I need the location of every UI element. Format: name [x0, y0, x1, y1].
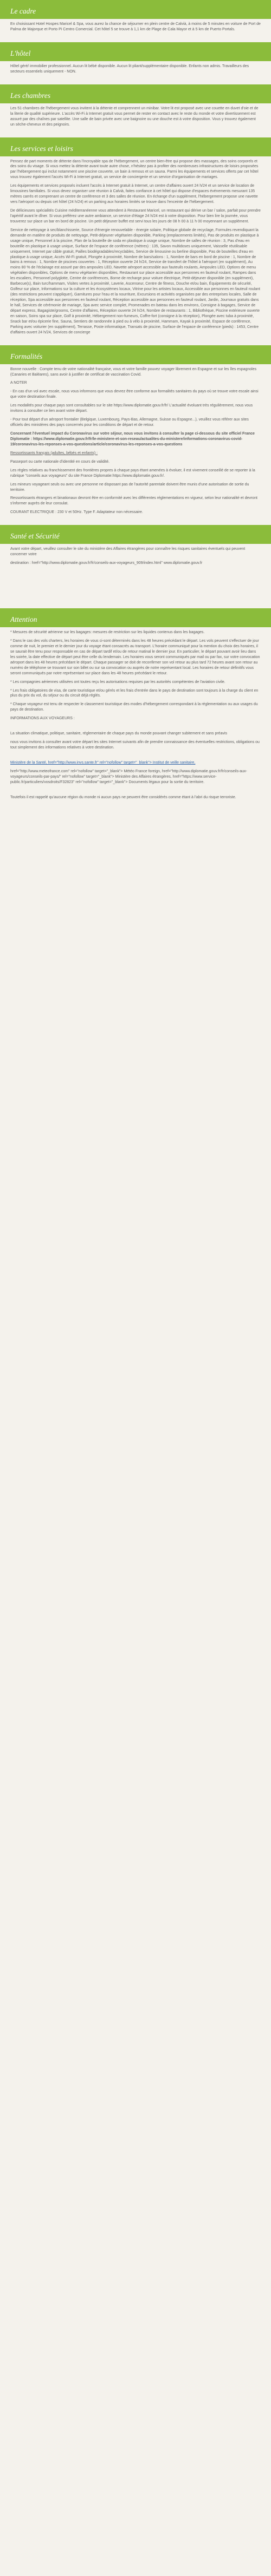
paragraph: Passeport ou carte nationale d'identité en cours de validité.: [10, 459, 110, 464]
paragraph: De délicieuses spécialités Cuisine méditerranéenne vous attendent à Restaurant Maricel, un restaurant qui dérive un bar / salon, parfait pour prendre l'apéritif avant le dîner. Si vous préférez une autre ambiance, un service d'étage 24 h/24 est à votre disposition. Pour bien lire la journée, vous trouverez sur place un bar en bord de piscine. Un petit déjeuner buffet est servi tous les jours de 08 h 00 à 11 h 00 moyennant un supplément.: [10, 209, 261, 224]
section-body-formalites: [0, 364, 271, 525]
paragraph: A NOTER: [10, 381, 27, 385]
spacer: [10, 754, 261, 760]
paragraph: Service de nettoyage à sec/blanchisserie, Source d'énergie renouvelable - énergie solaire, Politique globale de recyclage, Formules revendiquant la demande en matière de produits de nettoyage, Petit-déjeuner végétarien disponible, Parking (emplacements limités), Pas de produits en plastique à usage unique, Personnel à la piscine, Plan de la bouteille de soda en plastique à usage unique, Nombre de salles de réunion : 3, Pas d'eau en bouteille en plastique à usage unique, Surface de l'espace de conférence (mètres) : 135, Savon multidoses uniquement, Vaisselle réutilisable uniquement, Internet par câble gratuit, Pailles biodégradables/recyclables, Service de limousine ou berline disponible, Pas de bouteilles d'eau en plastique à usage unique, Accès Wi-Fi gratuit, Plongée à proximité, Nombre de bars/salons : 1, Nombre de bars en bord de piscine : 1, Nombre de bains à remous : 1, Nombre de piscines couvertes : 1, Réception ouverte 24 h/24, Service de transfert de l'hôtel à l'aéroport (en supplément), Au moins 80 % de l'éclairage est assuré par des ampoules LED, Navette aéroport accessible aux fauteuils roulants, Ampoules LED, Options de menu végétalien disponibles, Options de menu végétarien disponibles, Restaurant sur place accessible aux personnes en fauteuil roulant, Rampes dans les escaliers, Personnel polyglotte, Centre de conférences, Borne de recharge pour voiture électrique, Petit-déjeuner disponible (en supplément), Barbecue(s), Bain turc/hammam, Visites vertes à proximité, Laverie, Ascenseur, Centre de fitness, Douche et/ou bain, Équipements de sécurité, Golfeur sur place, Informations sur la culture et les écosystèmes locaux, Vitrine pour les artistes locaux, Accessible aux personnes en fauteuil roulant (des restrictions peuvent s'appliquer), Garnitures pour l'eau et la nourriture, Excursions et activités organisées par des entreprises locales, Salle de réception, Spa accessible aux personnes en fauteuil roulant, Réception accessible aux personnes en fauteuil roulant, Jardin, Journaux gratuits dans le hall, Services de cérémonie de mariage, Spa avec service complet, Promenades en bateau dans les environs, Consigne à bagages, Service de départ express, Bagagiste/grooms, Centre d'affaires, Réception ouverte 24 h/24, Nombre de restaurants : 1, Bibliothèque, Piscine extérieure ouverte en saison, Soins spa sur place, Golf à proximité, Hébergement non-fumeurs, Coffre-fort (consigne à la réception), Plongée avec tuba à proximité, Snack bar et/ou épicerie fine, Sauna, Sentiers de randonnée à pied ou à vélo à proximité, Hammam, Kayak à proximité, Espace de conférence, Parking avec voiturier (en supplément), Terrasse, Poste informatique, Transats de piscine, Surface de l'espace de conférence (pieds) : 1453, Centre d'affaires ouvert 24 h/24, Services de concierge: [10, 228, 260, 334]
paragraph: COURANT ELECTRIQUE : 230 V et 50Hz. Type F. Adaptateur non nécessaire.: [10, 510, 143, 515]
section-body-attention: [0, 627, 271, 810]
section-title: Les services et loisirs: [10, 144, 73, 153]
section-body-hotel: [0, 61, 271, 84]
paragraph: * Les frais obligatoires de visa, de carte touristique et/ou gérés et les frais d'entrée dans le pays de destination sont toujours à la charge du client en plus du prix du vol, du séjour ou du circuit déjà réglés.: [10, 688, 259, 698]
paragraph: * Dans le cas des vols charters, les horaires de vous ci-sont déterminés dans les 48 heures précédant le départ. Les vols peuvent s'effectuer de jour comme de nuit, le premier et le dernier jour du voyage étant consacrés au transport. L'horaire communiqué pour la mention du choix des horaires, il se saurait être tenu pour responsable en cas de départ tardif et/ou de retour matinal le dernier jour. En particulier, le départ pouvant avoir lieu dans les soirée, la date effective de départ peut être celle du lendemain. Les horaires vous seront communiqués par mail ou par fax, sur votre convocation aéroport dans les 48 heures précédant le départ. Chaque passager se doit de reconfirmer son vol retour au plus tard 72 heures avant son retour au numéro de téléphone se trouvant sur son billet ou sur sa convocation ou auprès de notre représentant local. Les horaires de retour définitifs vous seront communiqués par notre représentant sur place dans les 48 heures précédant le retour.: [10, 639, 260, 675]
spacer: [10, 725, 261, 731]
paragraph: Hôtel géré/ immobilier professionnel. Aucun lit bébé disponible. Aucun lit pliant/supplémentaire disponible. Enfants non admis. Travailleurs des secteurs essentiels uniquement - NON.: [10, 64, 249, 74]
paragraph: La situation climatique, politique, sanitaire, réglementaire de chaque pays du monde pouvant changer subitement et sans préavis: [10, 732, 228, 736]
section-title: Les chambres: [10, 91, 51, 100]
paragraph: INFORMATIONS AUX VOYAGEURS :: [10, 717, 75, 721]
spacer: [0, 576, 271, 608]
section-title: Santé et Sécurité: [10, 532, 60, 541]
section-header-sante: [0, 525, 271, 544]
paragraph: * Les compagnies aériennes utilisées ont toutes reçu les autorisations requises par les autorités compétentes de l'aviation civile.: [10, 680, 225, 684]
section-header-chambres: [0, 84, 271, 103]
section-title: Le cadre: [10, 7, 36, 15]
paragraph: Bonne nouvelle : Compte tenu de votre nationalité française, vous et votre famille pouvez voyager librement en Espagne et sur les îles espagnoles (Canaries et Baléares), sans avoir à justifier de certificat de vaccination Covid.: [10, 367, 257, 377]
paragraph: - Pour tout départ d'un aéroport frontalier (Belgique, Luxembourg, Pays-Bas, Allemagne, Suisse ou Espagne...), veuillez vous référer aux sites officiels des ministères des pays concernés pour les conditions de départ et de retour.: [10, 418, 249, 428]
paragraph: * Chaque voyageur est tenu de respecter le classement touristique des modes d'hébergement correspondant à la réglementation ou aux usages du pays de destination.: [10, 702, 258, 712]
paragraph: Pensez de part moments de détente dans l'incroyable spa de l'hébergement, un centre bien-être qui propose des massages, des soins corporels et des soins du visage. Si vous mettez la détente avant toute autre chose, n'hésitez pas à profiter des nombreuses infrastructures de loisirs proposées par l'hébergement qui inclut notamment une piscine couverte, un bain à remous et un sauna. Parmi les équipements et services offerts par cet hôtel vous trouvez également l'accès Wi-Fi à Internet gratuit, un service de conciergerie et un service d'organisation de mariages.: [10, 159, 259, 180]
paragraph: Les 51 chambres de l'hébergement vous invitent à la détente et comprennent un minibar. Votre lit est proposé avec une couette en duvet d'oie et de la literie de qualité supérieure. L'accès Wi-Fi à Internet gratuit vous permet de rester en contact avec le reste du monde et votre divertissement est assuré par des chaînes par satellite. Une salle de bain privée avec une baignoire ou une douche est à votre disposition. Vous y trouvez également un sèche-cheveux et des peignoirs.: [10, 106, 259, 127]
section-title: L'hôtel: [10, 49, 31, 57]
section-header-attention: [0, 608, 271, 627]
section-header-hotel: [0, 42, 271, 61]
paragraph: Les équipements et services proposés incluent l'accès à Internet gratuit à Internet, un centre d'affaires ouvert 24 h/24 et un service de location de limousines familiales. Si vous devez organiser une réunion à Calvià, faites confiance à cet hôtel qui dispose d'espaces événements mesurant 135 mètres carrés et comprenant un centre de conférence et 3 des salles de réunion. En échange d'un supplément, l'hébergement propose une navette vers l'aéroport ou depuis cet hôtel (24 h/24) et un parking aux horaires limités se trouve dans l'enceinte de l'hébergement.: [10, 184, 258, 205]
paragraph: destination : href="http://www.diplomatie.gouv.fr/fr/conseils-aux-voyageurs_909/index.html" www.diplomatie.gouv.fr: [10, 561, 203, 566]
paragraph: Toutefois il est rappelé qu'aucune région du monde ni aucun pays ne peuvent être considérés comme étant à l'abri du risque terroriste.: [10, 795, 236, 799]
spacer: [10, 788, 261, 795]
section-body-chambres: [0, 103, 271, 137]
paragraph: href="http://www.meteofrance.com" rel="nofollow" target="_blank"> Météo France foreign, href="http://www.diplomatie.gouv.fr/fr/conseils-aux-voyageurs/conseils-par-pays/" rel="nofollow" target="_blank"> Ministère des Affaires étrangères, href="https://www.service-public.fr/particuliers/vosdroits/F32823" rel="nofollow" target="_blank"> Documents légaux pour la sortie du territoire.: [10, 769, 247, 784]
section-body-sante: [0, 544, 271, 576]
section-title: Attention: [10, 615, 37, 624]
paragraph: Ressortissants étrangers et binationaux devront être en conformité avec les différentes réglementations en vigueur, selon leur nationalité et devront s'informer auprès de leur consulat.: [10, 496, 257, 506]
section-body-services: [0, 156, 271, 345]
paragraph: En choisissant Hotel Hospes Maricel & Spa, vous aurez la chance de séjourner en plein centre de Calvià, à moins de 5 minutes en voiture de Port de Palma de Majorque et Porto Pi Centro Comercial. Cet hôtel 5 se trouve à 1,1 km de Plage de Cala Mayor et à 5 km de Puerto Portals.: [10, 22, 261, 31]
paragraph: Les modalités pour chaque pays sont consultables sur le site https://www.diplomatie.gouv.fr/fr/ L'actualité évoluant très régulièrement, nous vous invitons à consulter ce lien avant votre départ.: [10, 404, 253, 413]
paragraph: nous vous invitons à consulter avant votre départ les sites Internet suivants afin de prendre connaissance des éventuelles restrictions, obligations ou tout simplement des informations relatives à votre destination.: [10, 740, 260, 750]
paragraph: * Mesures de sécurité aérienne sur les bagages: mesures de restriction sur les liquides contenus dans les bagages.: [10, 630, 205, 635]
section-title: Formalités: [10, 352, 43, 360]
section-header-services: [0, 137, 271, 156]
paragraph: - En cas d'un vol avec escale, nous vous informons que vous devrez être conforme aux formalités sanitaires du pays où se trouve votre escale ainsi que votre destination finale.: [10, 390, 259, 399]
paragraph-bold: Concernant l'éventuel impact du Coronavirus sur votre séjour, nous vous invitons à consulter la page ci-dessous du site officiel France Diplomatie : https://www.diplomatie.gouv.fr/fr/le-ministere-et-son-reseau/actualites-du-ministere/informations-coronavirus-covid-19/coronavirus-les-reponses-a-vos-questions/article/coronavirus-les-reponses-a-vos-questions: [10, 432, 255, 446]
paragraph: Avant votre départ, veuillez consulter le site du ministère des Affaires étrangères pour connaître les risques sanitaires éventuels qui peuvent concerner votre: [10, 547, 246, 557]
link-paragraph[interactable]: Ministère de la Santé, href="http://www.invs.sante.fr" rel="nofollow" target="_blank"> Institut de veille sanitaire,: [10, 761, 196, 765]
paragraph: Les règles relatives au franchissement des frontières propres à chaque pays étant amenées à évoluer, il est vivement conseillé de se reporter à la rubrique "conseils aux voyageurs" du site France Diplomatie:https://www.diplomatie.gouv.fr/.: [10, 468, 255, 478]
section-body-cadre: [0, 19, 271, 42]
section-header-formalites: [0, 345, 271, 364]
section-header-cadre: [0, 0, 271, 19]
paragraph: Les mineurs voyageant seuls ou avec une personne ne disposant pas de l'autorité parentale doivent être munis d'une autorisation de sortie du territoire.: [10, 482, 249, 492]
paragraph-underlined: Ressortissants français (adultes, bébés et enfants) :: [10, 451, 98, 455]
